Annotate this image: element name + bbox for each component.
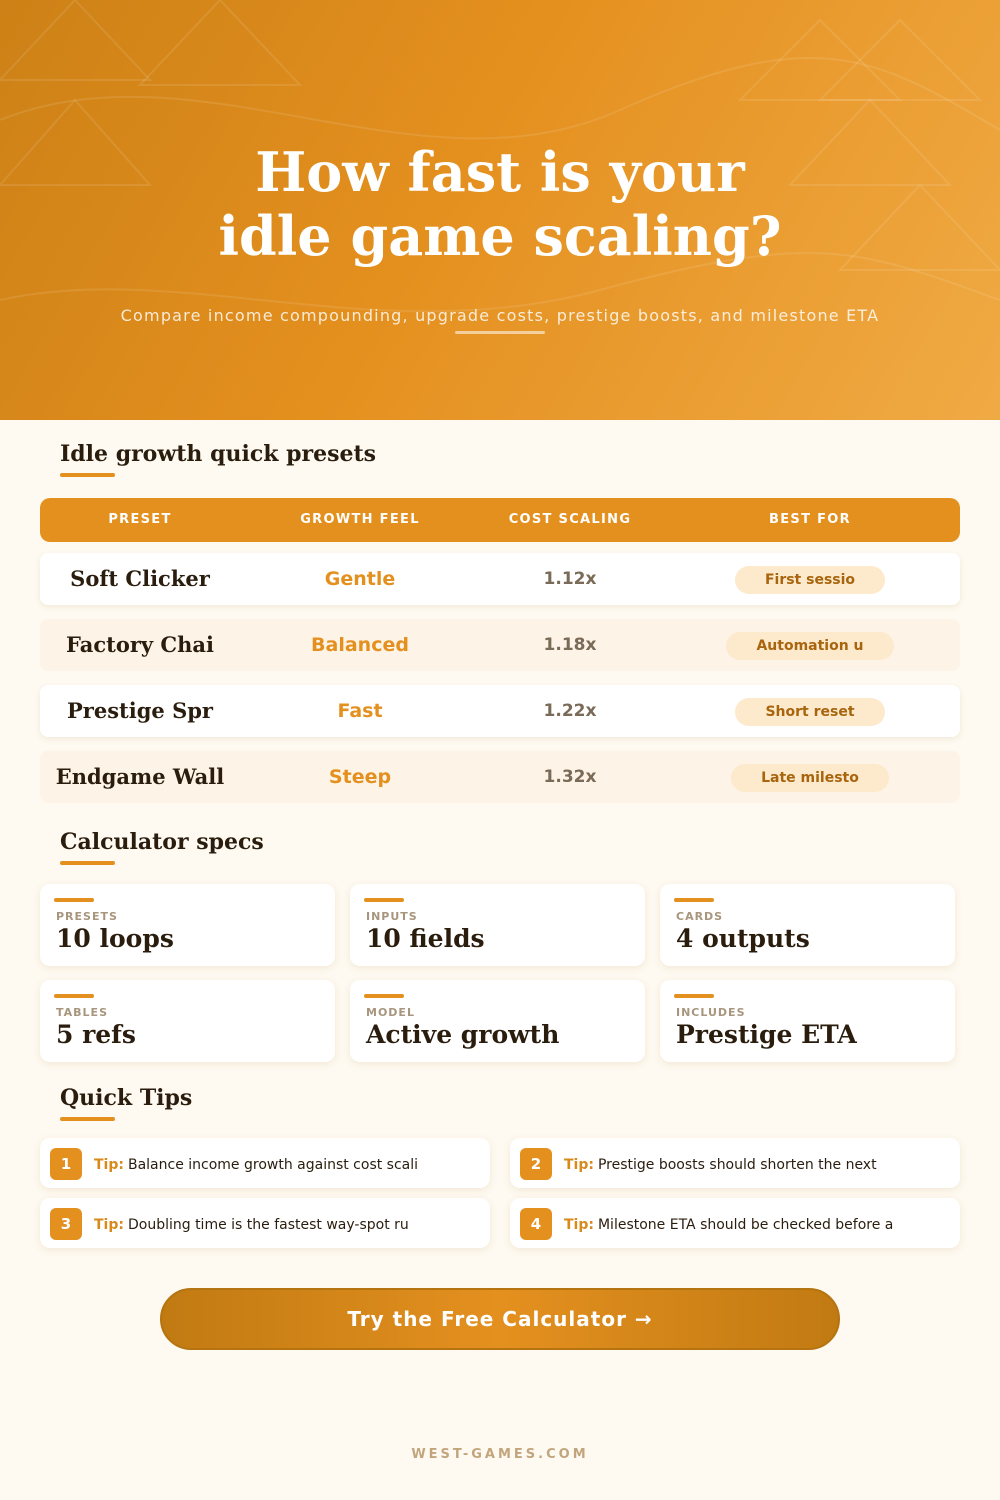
- spec-accent-bar: [364, 898, 404, 902]
- tip-text: [564, 1138, 877, 1188]
- tip-text: [564, 1198, 893, 1248]
- preset-name: Soft Clicker: [70, 566, 210, 591]
- title-line-2: idle game scaling?: [218, 204, 782, 268]
- spec-label: INCLUDES: [676, 1006, 746, 1019]
- tips-heading-underline: [60, 1117, 115, 1121]
- tip-number-badge: 3: [50, 1208, 82, 1240]
- page-title: [0, 140, 1000, 268]
- spec-accent-bar: [364, 994, 404, 998]
- preset-name: Factory Chai: [65, 632, 214, 657]
- best-for-badge: Automation u: [726, 632, 893, 660]
- tip-body: Prestige boosts should shorten the next: [597, 1157, 877, 1173]
- spec-accent-bar: [54, 994, 94, 998]
- hero-banner: [0, 0, 1000, 420]
- spec-accent-bar: [674, 994, 714, 998]
- best-for-badge: First sessio: [735, 566, 885, 594]
- spec-card-presets: [40, 884, 335, 966]
- spec-card-tables: [40, 980, 335, 1062]
- best-for-badge: Late milesto: [731, 764, 889, 792]
- presets-heading-underline: [60, 473, 115, 477]
- tip-text: [94, 1138, 418, 1188]
- spec-card-inputs: [350, 884, 645, 966]
- table-row[interactable]: [40, 553, 960, 605]
- best-for-cell: [690, 751, 930, 803]
- cost-scaling: 1.12x: [543, 569, 597, 589]
- spec-label: CARDS: [676, 910, 724, 923]
- best-for-cell: [690, 685, 930, 737]
- tip-card-2: [510, 1138, 960, 1188]
- tip-lead: Tip:: [94, 1217, 124, 1233]
- spec-label: INPUTS: [366, 910, 418, 923]
- column-header-growth-feel: GROWTH FEEL: [300, 512, 420, 527]
- page-subtitle: Compare income compounding, upgrade costs, prestige boosts, and milestone ETA: [120, 306, 880, 325]
- specs-heading-underline: [60, 861, 115, 865]
- column-header-best-for: BEST FOR: [769, 512, 851, 527]
- column-header-preset: PRESET: [108, 512, 172, 527]
- tip-card-3: [40, 1198, 490, 1248]
- growth-feel: Fast: [337, 700, 383, 722]
- tip-text: [94, 1198, 409, 1248]
- spec-label: PRESETS: [56, 910, 118, 923]
- table-row[interactable]: [40, 619, 960, 671]
- tip-number-badge: 2: [520, 1148, 552, 1180]
- spec-value: 10 fields: [366, 924, 485, 953]
- try-calculator-button[interactable]: Try the Free Calculator →: [160, 1288, 840, 1350]
- title-line-1: How fast is your: [255, 140, 745, 204]
- tip-number-badge: 4: [520, 1208, 552, 1240]
- table-row[interactable]: [40, 751, 960, 803]
- spec-card-cards: [660, 884, 955, 966]
- specs-heading: Calculator specs: [60, 829, 264, 855]
- spec-value: 5 refs: [56, 1020, 137, 1049]
- tip-number-badge: 1: [50, 1148, 82, 1180]
- table-row[interactable]: [40, 685, 960, 737]
- column-header-cost-scaling: COST SCALING: [508, 512, 632, 527]
- growth-feel: Gentle: [324, 568, 396, 590]
- tip-lead: Tip:: [94, 1157, 124, 1173]
- subtitle-divider: [455, 331, 545, 334]
- spec-label: MODEL: [366, 1006, 415, 1019]
- tip-lead: Tip:: [564, 1157, 594, 1173]
- footer-site-link[interactable]: WEST-GAMES.COM: [411, 1447, 589, 1462]
- tip-card-4: [510, 1198, 960, 1248]
- spec-value: 4 outputs: [676, 924, 810, 953]
- tips-heading: Quick Tips: [60, 1085, 193, 1111]
- growth-feel: Steep: [328, 766, 392, 788]
- growth-feel: Balanced: [311, 634, 409, 656]
- spec-value: 10 loops: [56, 924, 174, 953]
- tip-body: Milestone ETA should be checked before a: [597, 1217, 894, 1233]
- spec-label: TABLES: [56, 1006, 108, 1019]
- presets-table-header: [40, 498, 960, 542]
- best-for-cell: [690, 553, 930, 605]
- best-for-cell: [690, 619, 930, 671]
- tip-body: Doubling time is the fastest way-spot ru: [127, 1217, 409, 1233]
- preset-name: Prestige Spr: [67, 698, 213, 723]
- preset-name: Endgame Wall: [55, 764, 225, 789]
- cost-scaling: 1.18x: [543, 635, 597, 655]
- spec-card-includes: [660, 980, 955, 1062]
- presets-heading: Idle growth quick presets: [60, 441, 377, 467]
- spec-accent-bar: [674, 898, 714, 902]
- tip-card-1: [40, 1138, 490, 1188]
- spec-card-model: [350, 980, 645, 1062]
- spec-value: Active growth: [366, 1020, 560, 1049]
- spec-accent-bar: [54, 898, 94, 902]
- spec-value: Prestige ETA: [676, 1020, 857, 1049]
- tip-body: Balance income growth against cost scali: [127, 1157, 419, 1173]
- cost-scaling: 1.32x: [543, 767, 597, 787]
- best-for-badge: Short reset: [735, 698, 884, 726]
- cost-scaling: 1.22x: [543, 701, 597, 721]
- tip-lead: Tip:: [564, 1217, 594, 1233]
